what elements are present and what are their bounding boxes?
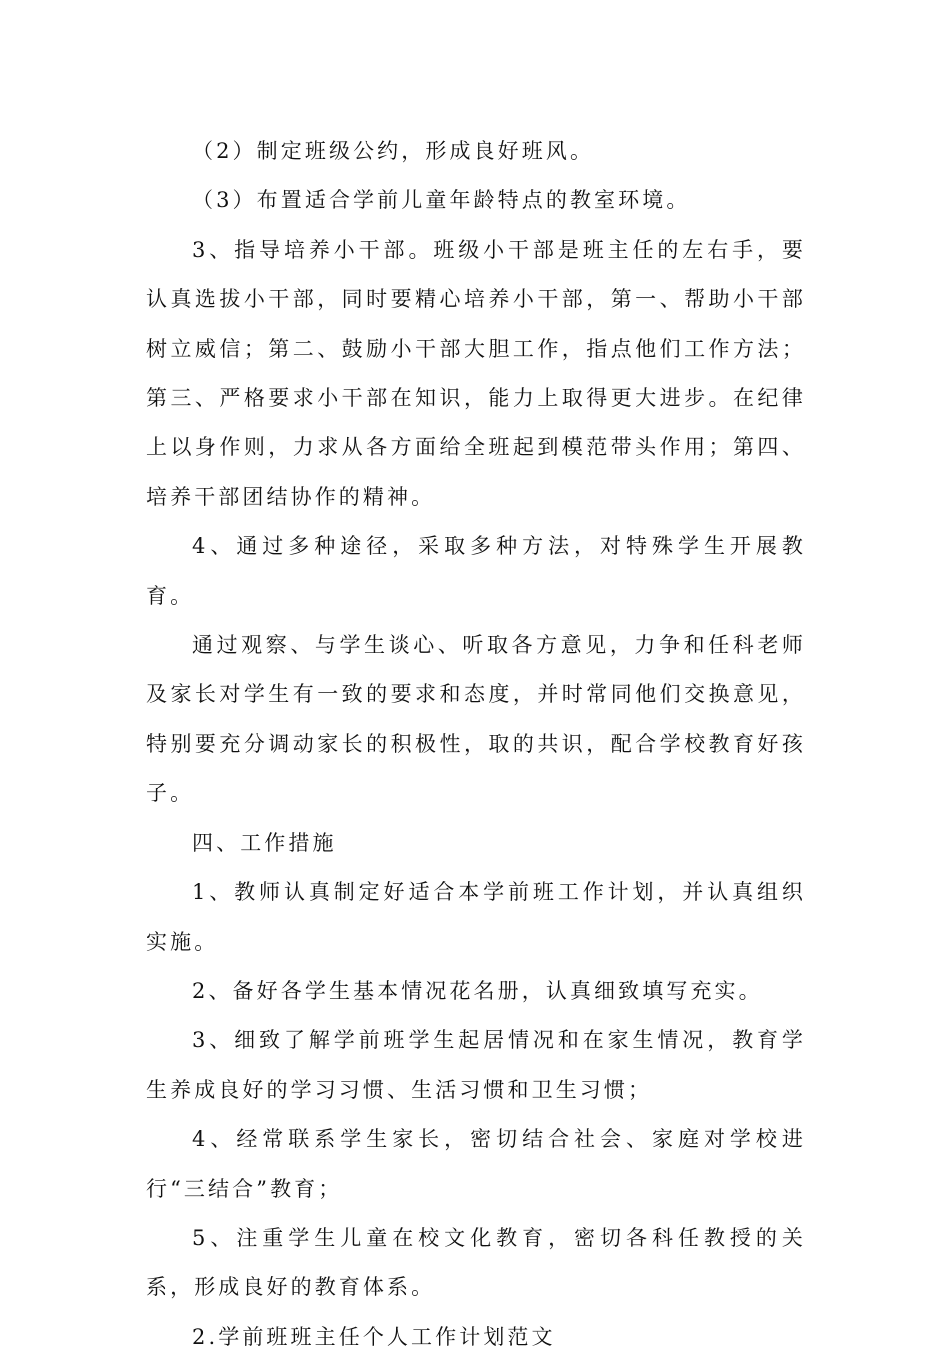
paragraph-measure-3: 3、细致了解学前班学生起居情况和在家生情况，教育学生养成良好的学习习惯、生活习惯和卫生习惯； bbox=[146, 1028, 806, 1102]
document-body bbox=[146, 127, 806, 1362]
section-heading-work-measures: 四、工作措施 bbox=[192, 830, 337, 855]
paragraph-measure-4: 4、经常联系学生家长，密切结合社会、家庭对学校进行“三结合”教育； bbox=[146, 1127, 806, 1201]
paragraph-class-convention: （2）制定班级公约，形成良好班风。 bbox=[192, 139, 595, 163]
paragraph-measure-5: 5、注重学生儿童在校文化教育，密切各科任教授的关系，形成良好的教育体系。 bbox=[146, 1225, 806, 1300]
paragraph-train-class-leaders: 3、指导培养小干部。班级小干部是班主任的左右手，要认真选拔小干部，同时要精心培养小干部，第一、帮助小干部树立威信；第二、鼓励小干部大胆工作，指点他们工作方法；第三、严格要求小干部在知识，能力上取得更大进步。在纪律上以身作则，力求从各方面给全班起到模范带头作用；第四、培养干部团结协作的精神。 bbox=[146, 237, 806, 509]
paragraph-measure-2: 2、备好各学生基本情况花名册，认真细致填写充实。 bbox=[192, 978, 763, 1003]
paragraph-measure-1: 1、教师认真制定好适合本学前班工作计划，并认真组织实施。 bbox=[146, 880, 806, 954]
next-article-heading: 2.学前班班主任个人工作计划范文 bbox=[192, 1324, 556, 1349]
paragraph-special-students: 4、通过多种途径，采取多种方法，对特殊学生开展教育。 bbox=[146, 534, 806, 608]
paragraph-classroom-environment: （3）布置适合学前儿童年龄特点的教室环境。 bbox=[192, 188, 691, 213]
paragraph-parent-cooperation: 通过观察、与学生谈心、听取各方意见，力争和任科老师及家长对学生有一致的要求和态度，并时常同他们交换意见，特别要充分调动家长的积极性，取的共识，配合学校教育好孩子。 bbox=[146, 633, 806, 806]
